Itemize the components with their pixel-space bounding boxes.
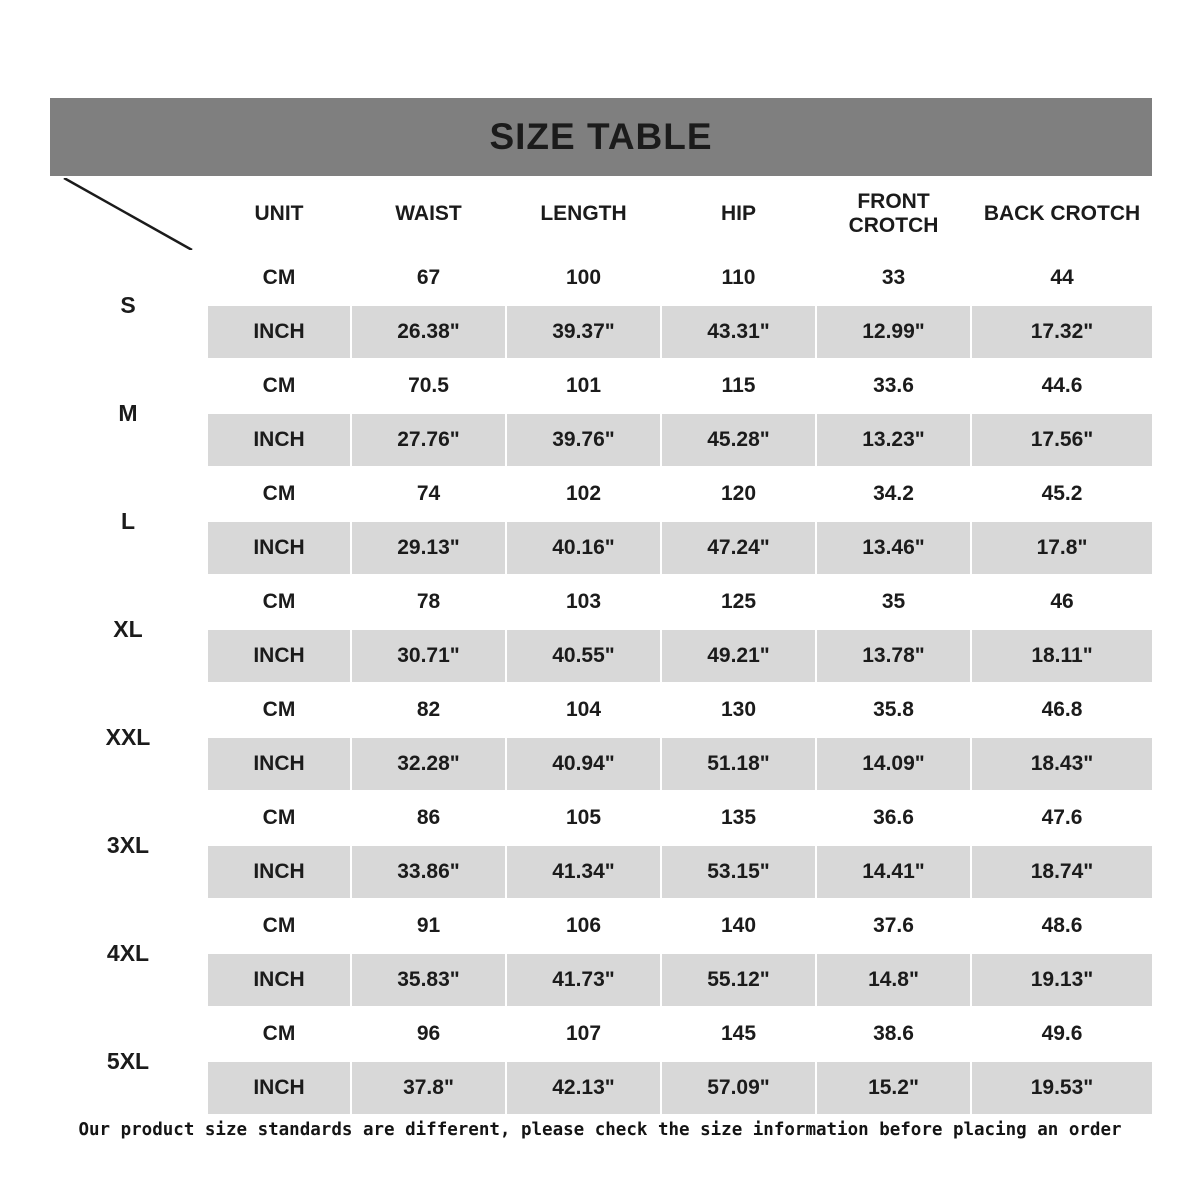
table-row — [49, 521, 1153, 575]
size-label: M — [49, 359, 207, 467]
cell-hip: 57.09" — [661, 1061, 816, 1115]
cell-length: 40.94" — [506, 737, 661, 791]
cell-hip: 55.12" — [661, 953, 816, 1007]
unit-label: INCH — [207, 413, 351, 467]
cell-back-crotch: 17.8" — [971, 521, 1153, 575]
table-row — [49, 1007, 1153, 1061]
size-label: 5XL — [49, 1007, 207, 1115]
cell-back-crotch: 19.53" — [971, 1061, 1153, 1115]
cell-hip: 51.18" — [661, 737, 816, 791]
unit-label: CM — [207, 1007, 351, 1061]
unit-label: INCH — [207, 521, 351, 575]
cell-back-crotch: 44 — [971, 251, 1153, 305]
cell-hip: 53.15" — [661, 845, 816, 899]
size-label: 4XL — [49, 899, 207, 1007]
unit-label: INCH — [207, 737, 351, 791]
cell-hip: 43.31" — [661, 305, 816, 359]
unit-label: CM — [207, 899, 351, 953]
cell-front-crotch: 14.09" — [816, 737, 971, 791]
cell-back-crotch: 19.13" — [971, 953, 1153, 1007]
cell-waist: 86 — [351, 791, 506, 845]
cell-front-crotch: 38.6 — [816, 1007, 971, 1061]
cell-hip: 110 — [661, 251, 816, 305]
cell-back-crotch: 49.6 — [971, 1007, 1153, 1061]
cell-waist: 91 — [351, 899, 506, 953]
column-header-front-crotch: FRONT CROTCH — [816, 177, 971, 251]
cell-length: 101 — [506, 359, 661, 413]
cell-front-crotch: 36.6 — [816, 791, 971, 845]
cell-back-crotch: 17.32" — [971, 305, 1153, 359]
cell-front-crotch: 13.23" — [816, 413, 971, 467]
cell-waist: 78 — [351, 575, 506, 629]
table-row — [49, 845, 1153, 899]
cell-waist: 29.13" — [351, 521, 506, 575]
cell-waist: 67 — [351, 251, 506, 305]
table-row — [49, 251, 1153, 305]
cell-length: 103 — [506, 575, 661, 629]
column-header-back-crotch: BACK CROTCH — [971, 177, 1153, 251]
unit-label: INCH — [207, 845, 351, 899]
cell-back-crotch: 17.56" — [971, 413, 1153, 467]
unit-label: CM — [207, 791, 351, 845]
cell-front-crotch: 35.8 — [816, 683, 971, 737]
cell-front-crotch: 13.78" — [816, 629, 971, 683]
cell-front-crotch: 12.99" — [816, 305, 971, 359]
size-label: 3XL — [49, 791, 207, 899]
unit-label: CM — [207, 467, 351, 521]
diagonal-line-icon — [50, 178, 206, 250]
unit-label: INCH — [207, 629, 351, 683]
cell-length: 102 — [506, 467, 661, 521]
table-row — [49, 575, 1153, 629]
cell-front-crotch: 14.41" — [816, 845, 971, 899]
cell-back-crotch: 18.43" — [971, 737, 1153, 791]
cell-front-crotch: 33 — [816, 251, 971, 305]
page-title: SIZE TABLE — [49, 97, 1153, 177]
cell-length: 105 — [506, 791, 661, 845]
size-label: L — [49, 467, 207, 575]
cell-length: 104 — [506, 683, 661, 737]
table-row — [49, 791, 1153, 845]
cell-front-crotch: 15.2" — [816, 1061, 971, 1115]
column-header-waist: WAIST — [351, 177, 506, 251]
table-row — [49, 683, 1153, 737]
cell-hip: 125 — [661, 575, 816, 629]
cell-back-crotch: 48.6 — [971, 899, 1153, 953]
unit-label: INCH — [207, 1061, 351, 1115]
unit-label: CM — [207, 251, 351, 305]
cell-front-crotch: 33.6 — [816, 359, 971, 413]
cell-waist: 33.86" — [351, 845, 506, 899]
table-row — [49, 305, 1153, 359]
cell-length: 41.34" — [506, 845, 661, 899]
cell-hip: 49.21" — [661, 629, 816, 683]
cell-front-crotch: 34.2 — [816, 467, 971, 521]
cell-length: 106 — [506, 899, 661, 953]
table-header-row — [49, 177, 1153, 251]
cell-back-crotch: 47.6 — [971, 791, 1153, 845]
cell-back-crotch: 45.2 — [971, 467, 1153, 521]
cell-waist: 37.8" — [351, 1061, 506, 1115]
cell-back-crotch: 46 — [971, 575, 1153, 629]
cell-waist: 96 — [351, 1007, 506, 1061]
unit-label: CM — [207, 359, 351, 413]
header-corner-cell — [49, 177, 207, 251]
cell-length: 39.76" — [506, 413, 661, 467]
cell-hip: 47.24" — [661, 521, 816, 575]
cell-length: 42.13" — [506, 1061, 661, 1115]
table-row — [49, 1061, 1153, 1115]
table-row — [49, 629, 1153, 683]
column-header-unit: UNIT — [207, 177, 351, 251]
cell-back-crotch: 46.8 — [971, 683, 1153, 737]
cell-length: 40.16" — [506, 521, 661, 575]
cell-front-crotch: 14.8" — [816, 953, 971, 1007]
unit-label: INCH — [207, 305, 351, 359]
cell-waist: 82 — [351, 683, 506, 737]
cell-front-crotch: 13.46" — [816, 521, 971, 575]
size-label: XXL — [49, 683, 207, 791]
cell-waist: 35.83" — [351, 953, 506, 1007]
cell-hip: 45.28" — [661, 413, 816, 467]
cell-waist: 27.76" — [351, 413, 506, 467]
table-row — [49, 413, 1153, 467]
table-row — [49, 737, 1153, 791]
cell-hip: 145 — [661, 1007, 816, 1061]
size-disclaimer-note: Our product size standards are different, please check the size information before placing an order — [78, 1120, 1122, 1140]
size-table — [48, 96, 1154, 1116]
column-header-hip: HIP — [661, 177, 816, 251]
cell-back-crotch: 18.74" — [971, 845, 1153, 899]
cell-hip: 120 — [661, 467, 816, 521]
cell-waist: 74 — [351, 467, 506, 521]
cell-front-crotch: 35 — [816, 575, 971, 629]
table-row — [49, 467, 1153, 521]
cell-hip: 130 — [661, 683, 816, 737]
cell-hip: 140 — [661, 899, 816, 953]
unit-label: CM — [207, 683, 351, 737]
cell-back-crotch: 44.6 — [971, 359, 1153, 413]
table-row — [49, 899, 1153, 953]
table-row — [49, 953, 1153, 1007]
unit-label: INCH — [207, 953, 351, 1007]
cell-waist: 30.71" — [351, 629, 506, 683]
table-title-row — [49, 97, 1153, 177]
cell-back-crotch: 18.11" — [971, 629, 1153, 683]
cell-waist: 70.5 — [351, 359, 506, 413]
table-row — [49, 359, 1153, 413]
cell-length: 40.55" — [506, 629, 661, 683]
cell-length: 41.73" — [506, 953, 661, 1007]
cell-waist: 26.38" — [351, 305, 506, 359]
size-table-container — [48, 96, 1152, 1116]
cell-length: 100 — [506, 251, 661, 305]
size-label: XL — [49, 575, 207, 683]
cell-waist: 32.28" — [351, 737, 506, 791]
size-label: S — [49, 251, 207, 359]
cell-hip: 135 — [661, 791, 816, 845]
unit-label: CM — [207, 575, 351, 629]
column-header-length: LENGTH — [506, 177, 661, 251]
cell-hip: 115 — [661, 359, 816, 413]
cell-length: 107 — [506, 1007, 661, 1061]
cell-length: 39.37" — [506, 305, 661, 359]
cell-front-crotch: 37.6 — [816, 899, 971, 953]
